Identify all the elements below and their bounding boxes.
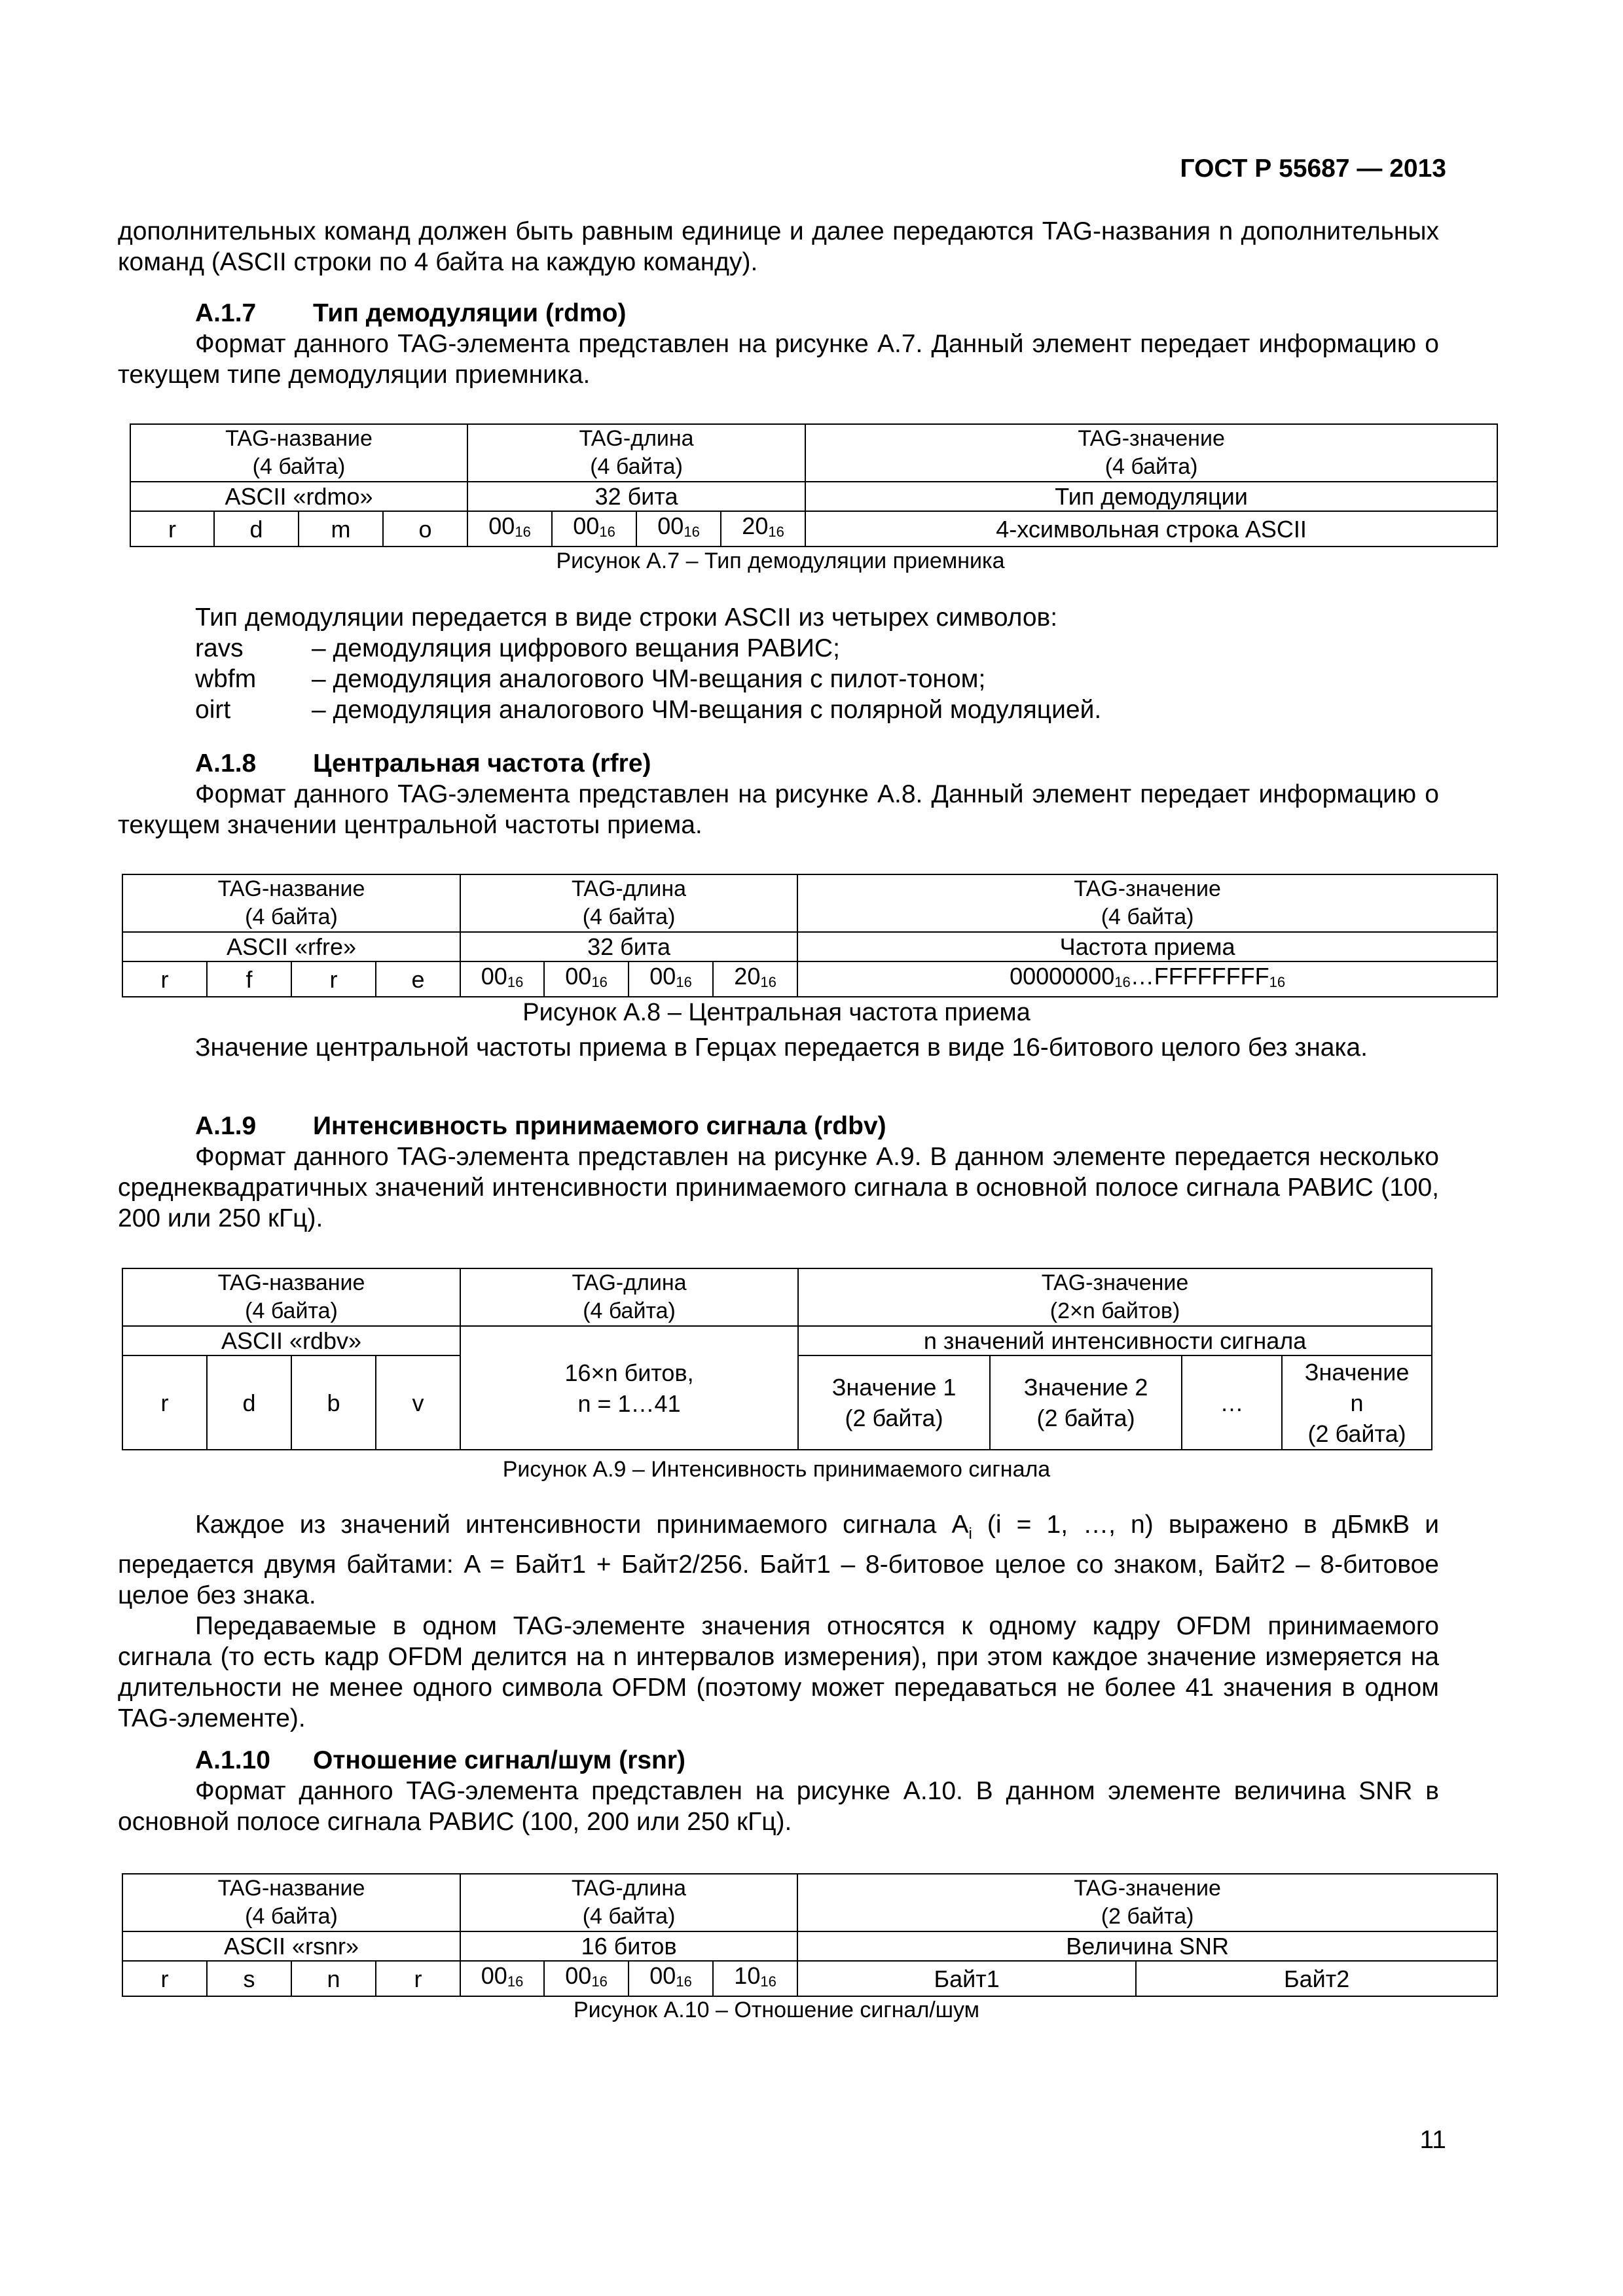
table-cell: Байт2: [1136, 1961, 1497, 1996]
table-cell: r: [122, 1961, 207, 1996]
table-cell: s: [207, 1961, 291, 1996]
header-cell: TAG-название (4 байта): [122, 874, 460, 932]
table-cell: n значений интенсивности сигнала: [798, 1326, 1432, 1355]
table-cell: $00_{16}$: [636, 511, 721, 547]
header-cell: TAG-длина (4 байта): [460, 874, 797, 932]
header-cell: TAG-длина (4 байта): [467, 424, 805, 482]
table-cell: Байт1: [797, 1961, 1136, 1996]
table-cell: ASCII «rdmo»: [130, 482, 467, 511]
page-number: 11: [1419, 2126, 1446, 2154]
header-cell: TAG-длина (4 байта): [460, 1268, 798, 1326]
table-cell: b: [291, 1355, 376, 1450]
section-a19: [118, 1111, 1439, 1234]
table-cell: $20_{16}$: [721, 511, 805, 547]
figure-caption: Рисунок А.9 – Интенсивность принимаемого сигнала: [502, 1457, 1051, 1482]
figure-a7-table: [130, 423, 1498, 547]
table-cell: r: [122, 1355, 207, 1450]
table-cell: d: [207, 1355, 291, 1450]
list-item: ravs – демодуляция цифрового вещания РАВИС;: [195, 634, 840, 662]
table-cell: Частота приема: [797, 932, 1497, 961]
list-item: wbfm – демодуляция аналогового ЧМ-вещания с пилот-тоном;: [195, 665, 986, 693]
section-paragraph: Формат данного TAG-элемента представлен на рисунке А.7. Данный элемент передает информацию о текущем типе демодуляции приемника.: [118, 330, 1439, 389]
table-cell: Значение n (2 байта): [1282, 1355, 1432, 1450]
table-cell: 32 бита: [467, 482, 805, 511]
header-cell: TAG-значение (2×n байтов): [798, 1268, 1432, 1326]
table-cell: n: [291, 1961, 376, 1996]
figure-caption: Рисунок А.10 – Отношение сигнал/шум: [573, 1998, 980, 2022]
table-cell: ASCII «rdbv»: [122, 1326, 460, 1355]
figure-a10-table: [122, 1873, 1498, 1997]
table-cell: 4-хсимвольная строка ASCII: [805, 511, 1497, 547]
header-cell: TAG-длина (4 байта): [460, 1874, 797, 1931]
table-cell: $00_{16}$: [460, 1961, 544, 1996]
list-item: oirt – демодуляция аналогового ЧМ-вещания с полярной модуляцией.: [195, 696, 1102, 724]
header-cell: TAG-значение (2 байта): [797, 1874, 1497, 1931]
section-paragraph: Формат данного TAG-элемента представлен на рисунке А.10. В данном элементе величина SNR в основной полосе сигнала РАВИС (100, 200 или 250 кГц).: [118, 1777, 1439, 1836]
section-a110: [118, 1745, 1439, 1837]
header-cell: TAG-значение (4 байта): [805, 424, 1497, 482]
section-a18-after: Значение центральной частоты приема в Герцах передается в виде 16-битового целого без знака.: [195, 1033, 1368, 1062]
section-paragraph: Формат данного TAG-элемента представлен на рисунке А.8. Данный элемент передает информацию о текущем значении центральной частоты приема.: [118, 780, 1439, 839]
table-cell: v: [376, 1355, 460, 1450]
section-heading: А.1.7 Тип демодуляции (rdmo): [195, 299, 627, 327]
figure-a8-table: [122, 874, 1498, 997]
table-cell: $00_{16}$: [552, 511, 636, 547]
table-cell: Величина SNR: [797, 1931, 1497, 1961]
section-paragraph: Формат данного TAG-элемента представлен на рисунке А.9. В данном элементе передается несколько среднеквадратичных значений интенсивности принимаемого сигнала в основной полосе сигнала РАВИС (100, 200 или 250 кГц).: [118, 1143, 1439, 1232]
list-lead: Тип демодуляции передается в виде строки ASCII из четырех символов:: [195, 603, 1058, 632]
table-cell: $00_{16}$: [629, 961, 713, 997]
figure-caption: Рисунок А.8 – Центральная частота приема: [522, 999, 1030, 1026]
table-cell: $00_{16}$: [467, 511, 552, 547]
section-a19-after: Каждое из значений интенсивности принимаемого сигнала $A_i$ (i = 1, …, n) выражено в дБмкВ и передается двумя байтами: A = Байт1 + Байт2/256. Байт1 – 8-битовое целое со знаком, Байт2 – 8-битовое целое без знака. Передаваемые в одном TAG-элементе значения относятся к одному кадру OFDM принимаемого сигнала (то есть кадр OFDM делится на n интервалов измерения), при этом каждое значение измеряется на длительности не менее одного символа OFDM (поэтому может передаваться не более 41 значения в одном TAG-элементе).: [118, 1511, 1439, 1732]
section-heading: А.1.10 Отношение сигнал/шум (rsnr): [195, 1746, 686, 1774]
demod-type-list: [118, 602, 1439, 725]
table-cell: $00_{16}$: [544, 961, 629, 997]
header-cell: TAG-значение (4 байта): [797, 874, 1497, 932]
table-cell: f: [207, 961, 291, 997]
table-cell: Тип демодуляции: [805, 482, 1497, 511]
header-cell: TAG-название (4 байта): [130, 424, 467, 482]
table-cell: …: [1182, 1355, 1282, 1450]
section-heading: А.1.9 Интенсивность принимаемого сигнала (rdbv): [195, 1112, 886, 1140]
standard-code: ГОСТ Р 55687 — 2013: [1180, 154, 1446, 183]
section-a17: [118, 298, 1439, 390]
table-cell: m: [299, 511, 383, 547]
table-cell: Значение 2 (2 байта): [990, 1355, 1182, 1450]
table-cell: $10_{16}$: [713, 1961, 797, 1996]
header-cell: TAG-название (4 байта): [122, 1874, 460, 1931]
table-cell: 16 битов: [460, 1931, 797, 1961]
section-heading: А.1.8 Центральная частота (rfre): [195, 749, 651, 778]
table-cell: $00_{16}$: [460, 961, 544, 997]
table-cell: $20_{16}$: [713, 961, 797, 997]
table-cell: $00_{16}$: [544, 1961, 629, 1996]
table-cell: $00000000_{16}\dots FFFFFFFF_{16}$: [797, 961, 1497, 997]
figure-a9-table: [122, 1268, 1432, 1450]
table-cell: ASCII «rfre»: [122, 932, 460, 961]
section-a18: [118, 748, 1439, 840]
header-cell: TAG-название (4 байта): [122, 1268, 460, 1326]
table-cell: o: [383, 511, 467, 547]
intro-paragraph: дополнительных команд должен быть равным единице и далее передаются TAG-названия n дополнительных команд (ASCII строки по 4 байта на каждую команду).: [118, 217, 1439, 276]
table-cell: r: [376, 1961, 460, 1996]
table-cell: ASCII «rsnr»: [122, 1931, 460, 1961]
table-cell: d: [214, 511, 299, 547]
table-cell: r: [122, 961, 207, 997]
table-cell: e: [376, 961, 460, 997]
table-cell: r: [130, 511, 214, 547]
table-cell: Значение 1 (2 байта): [798, 1355, 990, 1450]
table-cell: r: [291, 961, 376, 997]
table-cell: 16×n битов, n = 1…41: [460, 1326, 798, 1450]
table-cell: 32 бита: [460, 932, 797, 961]
table-cell: $00_{16}$: [629, 1961, 713, 1996]
figure-caption: Рисунок А.7 – Тип демодуляции приемника: [556, 548, 1005, 573]
